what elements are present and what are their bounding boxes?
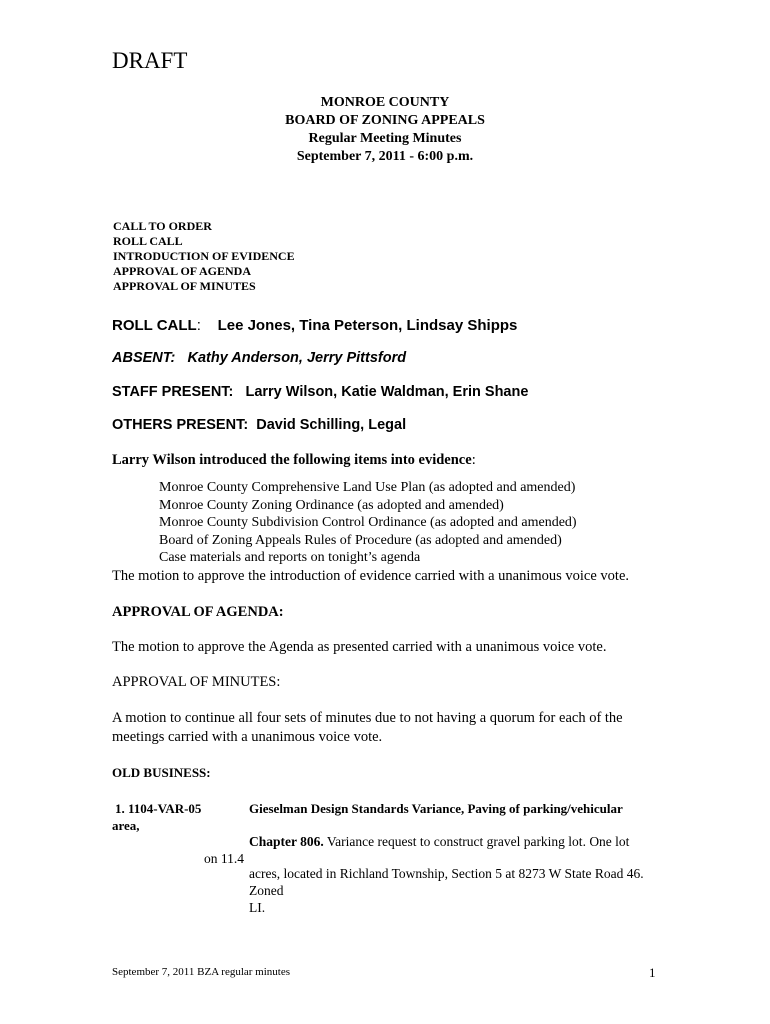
- case-zoned: Zoned: [249, 883, 284, 898]
- approval-minutes-text-1: A motion to continue all four sets of minutes due to not having a quorum for each of the: [112, 710, 623, 726]
- approval-minutes-text-2: meetings carried with a unanimous voice vote.: [112, 729, 383, 745]
- staff-line: [112, 384, 528, 400]
- agenda-list: [113, 219, 295, 294]
- case-request-line: [249, 834, 629, 850]
- case-request: Variance request to construct gravel parking lot. One lot: [326, 834, 630, 849]
- case-li: LI.: [249, 900, 266, 915]
- old-business-heading: OLD BUSINESS:: [112, 765, 211, 780]
- case-chapter: Chapter 806.: [249, 834, 324, 849]
- others-names: David Schilling, Legal: [256, 417, 407, 433]
- evidence-motion: The motion to approve the introduction of evidence carried with a unanimous voice vote.: [112, 568, 630, 584]
- agenda-item: INTRODUCTION OF EVIDENCE: [113, 249, 295, 263]
- staff-label: STAFF PRESENT:: [112, 384, 234, 400]
- page-number: 1: [649, 965, 656, 980]
- approval-agenda-text: The motion to approve the Agenda as presented carried with a unanimous voice vote.: [112, 639, 607, 655]
- evidence-item: Case materials and reports on tonight’s agenda: [159, 550, 421, 565]
- absent-line: [112, 350, 406, 366]
- meeting-date: September 7, 2011 - 6:00 p.m.: [296, 149, 474, 164]
- agenda-item: APPROVAL OF MINUTES: [113, 279, 256, 293]
- agenda-item: ROLL CALL: [113, 234, 183, 248]
- approval-agenda-heading: APPROVAL OF AGENDA:: [112, 604, 284, 620]
- evidence-item: Board of Zoning Appeals Rules of Procedure (as adopted and amended): [159, 532, 562, 548]
- roll-call-names: Lee Jones, Tina Peterson, Lindsay Shipps: [217, 317, 518, 334]
- agenda-item: CALL TO ORDER: [113, 219, 212, 233]
- absent-names: Kathy Anderson, Jerry Pittsford: [187, 350, 407, 366]
- roll-call-label: ROLL CALL: [112, 317, 197, 334]
- roll-call-line: ROLL CALL: Lee Jones, Tina Peterson, Lindsay Shipps: [112, 317, 518, 334]
- others-line: [112, 417, 406, 433]
- others-label: OTHERS PRESENT:: [112, 417, 249, 433]
- evidence-item: Monroe County Subdivision Control Ordinance (as adopted and amended): [159, 515, 577, 530]
- meeting-title: Regular Meeting Minutes: [308, 131, 462, 146]
- case-title: Gieselman Design Standards Variance, Paving of parking/vehicular: [249, 801, 623, 816]
- case-on: on 11.4: [204, 851, 244, 866]
- board-title: BOARD OF ZONING APPEALS: [285, 113, 485, 128]
- agenda-item: APPROVAL OF AGENDA: [113, 264, 252, 278]
- case-area: area,: [112, 818, 140, 833]
- evidence-item: Monroe County Comprehensive Land Use Plan (as adopted and amended): [159, 480, 576, 495]
- draft-label: DRAFT: [112, 48, 188, 73]
- evidence-item: Monroe County Zoning Ordinance (as adopted and amended): [159, 497, 504, 513]
- county-title: MONROE COUNTY: [320, 95, 450, 110]
- evidence-list: [159, 479, 577, 567]
- evidence-intro: Larry Wilson introduced the following items into evidence:: [112, 452, 476, 468]
- approval-minutes-heading: APPROVAL OF MINUTES:: [112, 674, 281, 690]
- case-acres: acres, located in Richland Township, Section 5 at 8273 W State Road 46.: [249, 866, 644, 881]
- absent-label: ABSENT:: [112, 350, 176, 366]
- staff-names: Larry Wilson, Katie Waldman, Erin Shane: [245, 384, 529, 400]
- case-number: 1. 1104-VAR-05: [115, 801, 202, 816]
- footer-text: September 7, 2011 BZA regular minutes: [112, 966, 291, 978]
